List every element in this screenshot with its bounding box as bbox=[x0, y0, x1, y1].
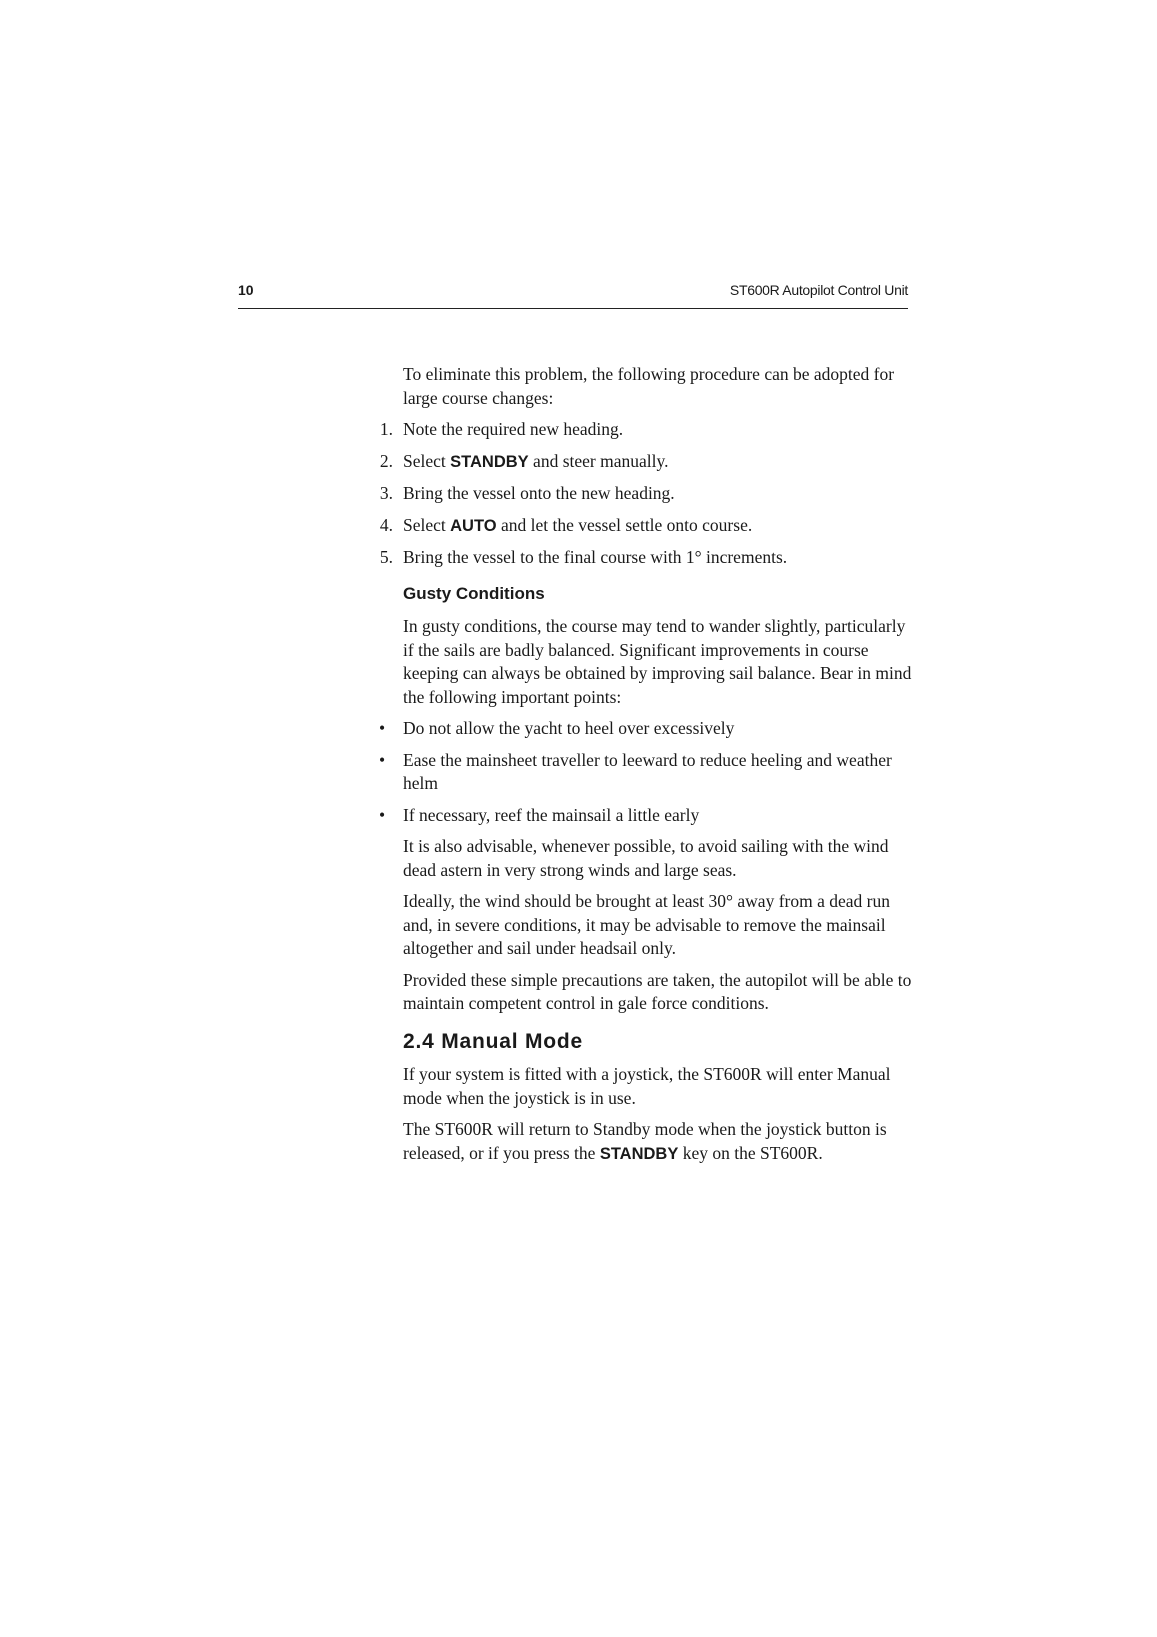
bullet-marker: • bbox=[379, 749, 386, 770]
key-name: STANDBY bbox=[599, 1144, 679, 1163]
step-text: Bring the vessel to the final course with 1° increments. bbox=[403, 547, 788, 567]
step-text: Bring the vessel onto the new heading. bbox=[403, 483, 675, 503]
step-item bbox=[379, 514, 913, 539]
key-name: AUTO bbox=[450, 516, 497, 535]
page-header bbox=[238, 282, 908, 309]
step-item bbox=[379, 482, 913, 506]
page-content bbox=[379, 363, 913, 1174]
page-number: 10 bbox=[238, 282, 254, 298]
step-item bbox=[379, 546, 913, 570]
body-paragraph: Ideally, the wind should be brought at least 30° away from a dead run and, in severe conditions, it may be advisable to remove the mainsail altogether and sail under headsail only. bbox=[403, 891, 890, 958]
bullet-item bbox=[379, 749, 913, 796]
bullet-item bbox=[379, 717, 913, 741]
step-number: 3. bbox=[379, 483, 393, 503]
step-text-post: and let the vessel settle onto course. bbox=[496, 514, 753, 535]
step-text-post: and steer manually. bbox=[528, 450, 669, 471]
step-number: 4. bbox=[379, 514, 393, 535]
running-title: ST600R Autopilot Control Unit bbox=[729, 282, 908, 298]
gusty-intro: In gusty conditions, the course may tend to wander slightly, particularly if the sails are badly balanced. Significant improvements in course keeping can always be obtained by improving sail balance. Bear in mind the following important points: bbox=[403, 616, 912, 707]
step-text-pre: Select bbox=[403, 514, 451, 535]
step-number: 2. bbox=[379, 450, 393, 471]
bullet-text: Ease the mainsheet traveller to leeward to reduce heeling and weather helm bbox=[403, 749, 892, 793]
text-pre: The ST600R will return to Standby mode when the joystick button is released, or if you press the bbox=[403, 1119, 887, 1163]
body-paragraph bbox=[403, 1118, 913, 1166]
section-heading-gusty: Gusty Conditions bbox=[403, 583, 545, 603]
text-post: key on the ST600R. bbox=[678, 1142, 823, 1163]
bullet-text: If necessary, reef the mainsail a little early bbox=[403, 804, 700, 825]
bullet-marker: • bbox=[379, 804, 386, 825]
bullet-marker: • bbox=[379, 718, 386, 738]
step-number: 5. bbox=[379, 547, 393, 567]
intro-paragraph: To eliminate this problem, the following procedure can be adopted for large course changes: bbox=[403, 364, 895, 408]
bullet-item bbox=[379, 804, 913, 828]
section-heading-manual-mode: 2.4 Manual Mode bbox=[403, 1029, 584, 1053]
body-paragraph: Provided these simple precautions are taken, the autopilot will be able to maintain competent control in gale force conditions. bbox=[403, 969, 912, 1013]
step-text-pre: Select bbox=[403, 450, 451, 471]
step-item bbox=[379, 418, 913, 442]
key-name: STANDBY bbox=[450, 452, 529, 471]
step-text: Note the required new heading. bbox=[403, 419, 624, 439]
body-paragraph: It is also advisable, whenever possible, to avoid sailing with the wind dead astern in very strong winds and large seas. bbox=[403, 836, 889, 880]
body-paragraph: If your system is fitted with a joystick, the ST600R will enter Manual mode when the joystick is in use. bbox=[403, 1064, 891, 1108]
step-number: 1. bbox=[379, 419, 393, 439]
step-item bbox=[379, 450, 913, 475]
bullet-text: Do not allow the yacht to heel over excessively bbox=[403, 718, 735, 738]
